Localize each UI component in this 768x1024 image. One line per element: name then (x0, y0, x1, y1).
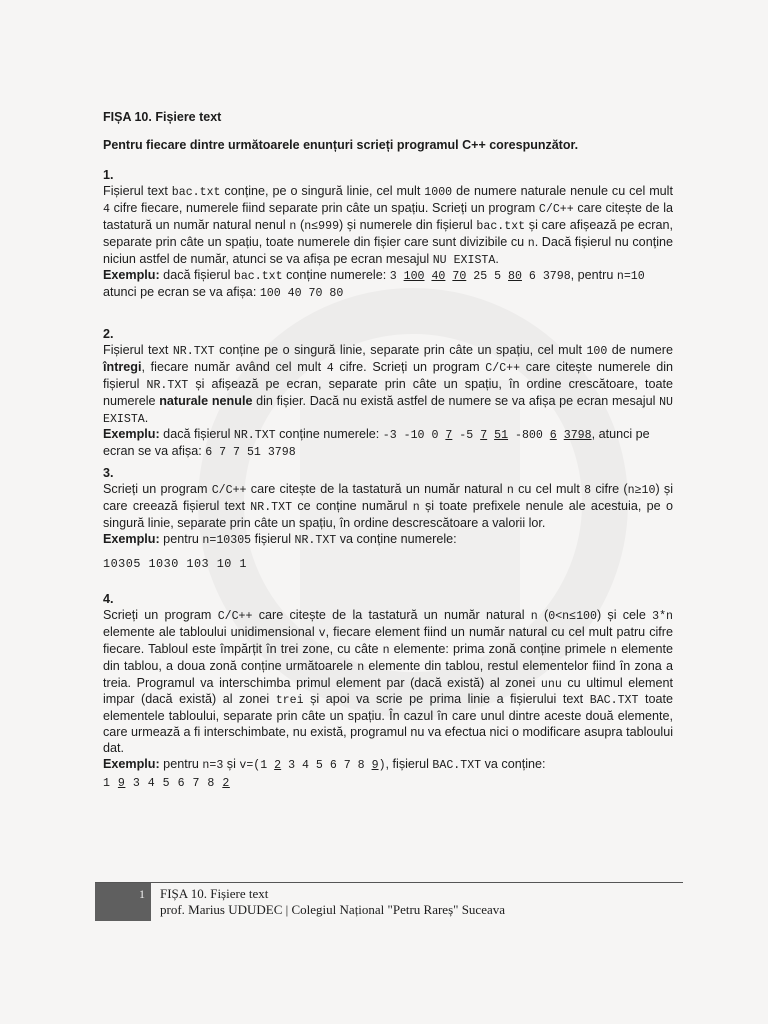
text-run: și apoi va scrie pe prima linie a fișierului text (303, 692, 590, 707)
bold-run: naturale nenule (159, 393, 253, 408)
code-run: C/C++ (538, 202, 574, 216)
code-run: n (506, 483, 514, 497)
code-run: NR.TXT (250, 500, 293, 514)
text-run: elemente din tablou, a doua zonă conține următoarele (103, 641, 673, 673)
underlined-code-run: 100 (403, 270, 425, 284)
exercise-number: 4. (103, 592, 114, 606)
text-run: Fișierul text (103, 342, 173, 357)
text-run: elemente: prima zonă conține primele (389, 641, 611, 656)
code-run: n=10305 (202, 533, 252, 547)
text-run: conține pe o singură linie, separate prin câte un spațiu, cel mult (214, 342, 587, 357)
code-run: 6 3798 (521, 270, 571, 284)
text-run: ( (537, 607, 549, 622)
code-run: 6 7 7 51 3798 (205, 446, 296, 460)
text-run: cifre. Scrieți un program (333, 359, 486, 374)
code-run: NR.TXT (233, 429, 276, 443)
code-run: n (530, 609, 538, 623)
code-run: bac.txt (233, 270, 283, 284)
text-run: Fișierul text (103, 183, 172, 198)
text-run: care citește de la tastatură un număr natural (252, 607, 531, 622)
text-run: din fișier. Dacă nu există astfel de numere se va afișa pe ecran mesajul (252, 393, 660, 408)
text-run: cu ultimul element impar (dacă există) al zonei (103, 675, 673, 707)
code-run: unu (540, 677, 562, 691)
text-run: pentru (159, 757, 203, 772)
bold-run: întregi (103, 359, 142, 374)
exercise-example (103, 757, 673, 774)
code-run: ) (378, 759, 386, 773)
code-run: n (610, 643, 618, 657)
code-run: NU EXISTA (103, 395, 673, 426)
underlined-code-run: 40 (431, 270, 446, 284)
text-run: . (144, 410, 149, 425)
text-run: , pentru (570, 268, 617, 283)
text-run: ( (296, 217, 305, 232)
text-run: va conține: (481, 757, 546, 772)
text-run: dacă fișierul (159, 268, 234, 283)
code-run (557, 429, 564, 442)
text-run: care citește de la tastatură un număr natural (246, 481, 507, 496)
text-run: de numere naturale nenule cu cel mult (452, 183, 673, 198)
footer-divider (95, 882, 683, 883)
code-run: n (382, 643, 390, 657)
text-run: va conține numerele: (336, 531, 457, 546)
text-run: conține numerele: (282, 268, 390, 283)
footer-author: prof. Marius UDUDEC | Colegiul Național "Petru Rareș" Suceava (160, 902, 506, 917)
underlined-code-run: 3798 (563, 429, 592, 443)
exercise-statement (103, 482, 673, 532)
bold-run: Exemplu: (103, 531, 160, 546)
code-run: n=10 (616, 270, 645, 284)
text-run: , fiecare element fiind un număr natural cu cel mult patru cifre fiecare. Tabloul este împărțit în trei zone, cu câte (103, 624, 673, 656)
text-run: și afișează pe ecran, separate prin câte un spațiu, în ordine crescătoare, toate numerele (103, 376, 674, 408)
text-run: . Dacă fișierul nu conține niciun astfel de număr, atunci se va afișa pe ecran mesajul (103, 234, 673, 266)
code-run: n (289, 219, 297, 233)
exercise-number: 1. (103, 168, 114, 182)
underlined-code-run: 9 (371, 759, 379, 773)
exercise-number: 3. (103, 466, 114, 480)
code-run: -3 -10 0 (382, 429, 446, 443)
text-run: și (223, 757, 240, 772)
code-run: C/C++ (485, 361, 521, 375)
code-run: 100 (586, 344, 608, 358)
underlined-code-run: 2 (222, 776, 230, 790)
code-run: 3 4 5 6 7 8 (125, 776, 223, 790)
code-run: n≤999 (304, 219, 340, 233)
text-run: atunci pe ecran se va afișa: (103, 285, 260, 300)
underlined-code-run: 51 (494, 429, 509, 443)
code-run: n=3 (202, 759, 224, 773)
text-run: de numere (607, 342, 673, 357)
code-run: C/C++ (217, 609, 253, 623)
code-run: bac.txt (476, 219, 526, 233)
footer (160, 886, 505, 918)
code-run: 100 40 70 80 (259, 287, 344, 301)
code-run: BAC.TXT (432, 759, 482, 773)
code-run: NU EXISTA (432, 253, 496, 267)
underlined-code-run: 7 (445, 429, 453, 443)
text-run: Scrieți un program (103, 481, 212, 496)
code-run: NR.TXT (172, 344, 215, 358)
code-run: BAC.TXT (589, 694, 639, 708)
text-run: , atunci pe ecran se va afișa: (103, 427, 650, 459)
text-run: cifre fiecare, numerele fiind separate prin câte un spațiu. Scrieți un program (109, 200, 539, 215)
underlined-code-run: 70 (452, 270, 467, 284)
code-run: 3 (389, 270, 404, 284)
footer-page-number: 1 (95, 883, 151, 921)
text-run: , fișierul (385, 757, 433, 772)
text-run: . (495, 251, 499, 266)
exercise-statement (103, 184, 673, 269)
bold-run: Exemplu: (103, 427, 160, 442)
exercise-example (103, 427, 673, 461)
bold-run: Exemplu: (103, 268, 160, 283)
text-run: și care afișează pe ecran, separate prin câte un spațiu, toate numerele din fișier care sunt divizibile cu (103, 217, 673, 249)
exercise-statement (103, 608, 673, 757)
code-run: n (412, 500, 420, 514)
code-run: n (527, 236, 535, 250)
text-run: elemente ale tabloului unidimensional (103, 624, 319, 639)
code-run: v=(1 (239, 759, 275, 773)
code-run: NR.TXT (146, 378, 189, 392)
underlined-code-run: 7 (480, 429, 488, 443)
text-run: care citește de la tastatură un număr natural nenul (103, 200, 673, 232)
underlined-code-run: 80 (508, 270, 522, 284)
code-run: C/C++ (211, 483, 247, 497)
code-run: 3 4 5 6 7 8 (281, 759, 372, 773)
code-run: 0<n≤100 (548, 609, 597, 623)
text-run: și toate prefixele nenule ale acestuia, pe o singură linie, separate prin câte un spațiu, în ordine descrescătoare a valorii lor. (103, 498, 673, 530)
text-run: toate elementele tabloului, separate prin câte un spațiu. În cazul în care unul dintre aceste două elemente, care urmează a fi interschimbate, nu există, programul nu va efectua nici o modificare asupra tabloului dat. (103, 692, 673, 756)
underlined-code-run: 6 (549, 429, 557, 443)
exercise-example (103, 268, 673, 302)
exercise-output (103, 776, 673, 792)
text-run: ) și cele (596, 607, 653, 622)
code-run: 3*n (652, 609, 673, 623)
text-run: care citește numerele din fișierul (103, 359, 674, 391)
text-run: ) și care creează fișierul text (103, 481, 674, 513)
page-subtitle: Pentru fiecare dintre următoarele enunțuri scrieți programul C++ corespunzător. (103, 138, 579, 152)
text-run: , fiecare număr având cel mult (141, 359, 327, 374)
footer-title: FIȘA 10. Fișiere text (160, 886, 269, 901)
exercise-output: 10305 1030 103 10 1 (103, 556, 248, 571)
code-run: 8 (584, 483, 592, 497)
code-run: 1 (103, 776, 118, 790)
code-run: n≥10 (627, 483, 656, 497)
text-run: conține, pe o singură linie, cel mult (220, 183, 425, 198)
bold-run: Exemplu: (103, 757, 160, 772)
text-run: pentru (159, 531, 203, 546)
code-run: 1000 (424, 185, 453, 199)
code-run: trei (275, 694, 304, 708)
exercise-1 (103, 168, 673, 302)
text-run: conține numerele: (275, 427, 383, 442)
text-run: dacă fișierul (159, 427, 234, 442)
text-run: cifre ( (591, 481, 628, 496)
exercise-4 (103, 592, 673, 792)
text-run: fișierul (251, 531, 295, 546)
text-run: cu cel mult (513, 481, 585, 496)
exercise-number: 2. (103, 327, 114, 341)
text-run: ) și numerele din fișierul (339, 217, 477, 232)
text-run: elemente din tablou, restul elementelor fiind în zona a treia. Programul va interschimba primul element par (dacă există) al zonei (103, 658, 674, 690)
exercise-statement (103, 343, 673, 428)
underlined-code-run: 9 (117, 776, 126, 790)
code-run: 4 (326, 361, 334, 375)
text-run: Scrieți un program (103, 607, 218, 622)
exercise-3 (103, 466, 673, 572)
code-run: bac.txt (171, 185, 221, 199)
code-run: n (357, 660, 365, 674)
code-run: 4 (103, 202, 110, 216)
code-run: -5 (452, 429, 481, 443)
code-run: 25 5 (466, 270, 509, 284)
underlined-code-run: 2 (274, 759, 282, 773)
exercise-example (103, 532, 673, 549)
page-title: FIȘA 10. Fișiere text (103, 110, 222, 124)
exercise-2 (103, 327, 673, 461)
code-run: -800 (508, 429, 550, 443)
code-run: v (318, 626, 326, 640)
code-run: NR.TXT (294, 533, 337, 547)
text-run: ce conține numărul (292, 498, 413, 513)
